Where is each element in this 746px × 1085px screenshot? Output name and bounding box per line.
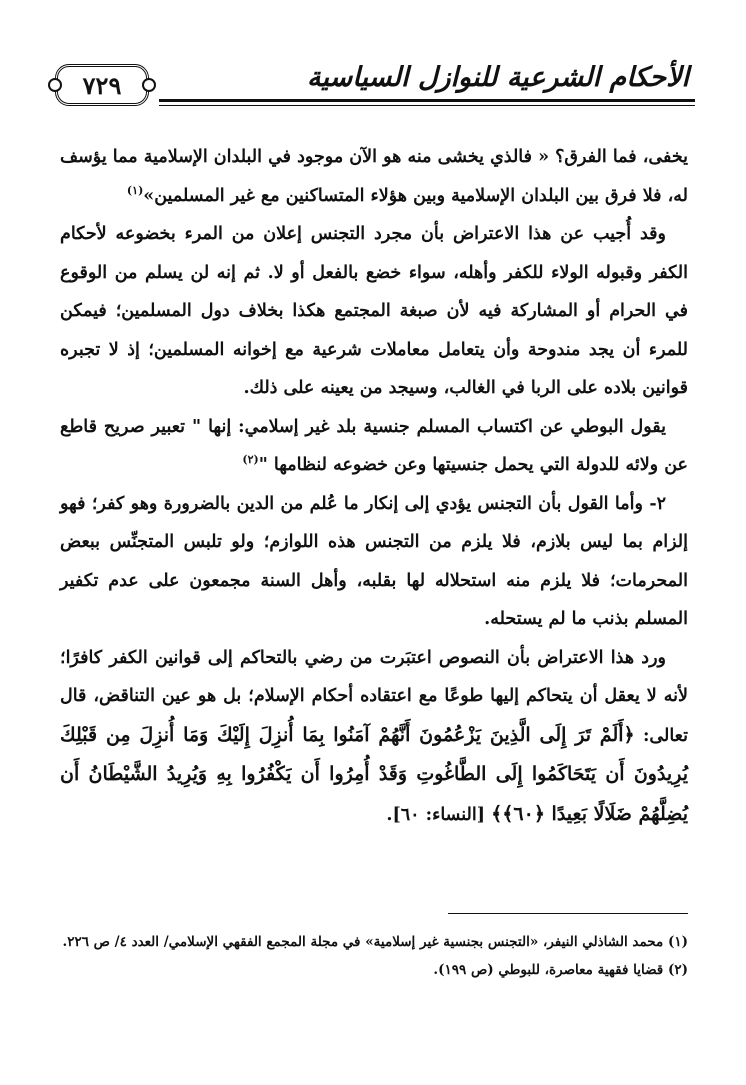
footnote-ref-2: (٢) [242, 453, 259, 467]
paragraph-2: وقد أُجيب عن هذا الاعتراض بأن مجرد التجنس إعلان من المرء بخضوعه لأحكام الكفر وقبوله الولاء للكفر وأهله، سواء خضع بالفعل أو لا. ثم إنه لن يسلم من الوقوع في الحرام أو المشاركة فيه لأن صبغة المجتمع هكذا بخلاف دول المسلمين؛ فيمكن للمرء أن يجد مندوحة وأن يتعامل معاملات شرعية مع إخوانه المسلمين؛ إذ لا تجبره قوانين بلاده على الربا في الغالب، وسيجد من يعينه على ذلك. [60, 224, 688, 398]
running-title: الأحكام الشرعية للنوازل السياسية [307, 62, 689, 93]
footnote-ref-1: (١) [126, 183, 144, 197]
paragraph-5 [60, 639, 688, 835]
paragraph-3-text: يقول البوطي عن اكتساب المسلم جنسية بلد غير إسلامي: إنها " تعبير صريح قاطع عن ولائه للدولة التي يحمل جنسيتها وعن خضوعه لنظامها " [60, 416, 688, 475]
page-number: ٧٢٩ [55, 64, 149, 106]
page-header [55, 58, 695, 110]
header-rule [159, 99, 695, 106]
quran-verse: ﴿أَلَمْ تَرَ إِلَى الَّذِينَ يَزْعُمُونَ أَنَّهُمْ آمَنُوا بِمَا أُنزِلَ إِلَيْكَ وَمَا أُنزِلَ مِن قَبْلِكَ يُرِيدُونَ أَن يَتَحَاكَمُوا إِلَى الطَّاغُوتِ وَقَدْ أُمِرُوا أَن يَكْفُرُوا بِهِ وَيُرِيدُ الشَّيْطَانُ أَن يُضِلَّهُمْ ضَلَالًا بَعِيدًا ﴿٦٠﴾﴾ [60, 723, 688, 825]
paragraph-5-text: ورد هذا الاعتراض بأن النصوص اعتبَرت من رضي بالتحاكم إلى قوانين الكفر كافرًا؛ لأنه لا يعقل أن يتحاكم إليها طوعًا مع اعتقاده أحكام الإسلام؛ بل هو عين التناقض، قال تعالى: [60, 647, 688, 746]
paragraph-1-text: يخفى، فما الفرق؟ « فالذي يخشى منه هو الآن موجود في البلدان الإسلامية مما يؤسف له، فلا فرق بين البلدان الإسلامية وبين هؤلاء المتساكنين مع غير المسلمين» [60, 147, 688, 206]
footnote-separator [448, 913, 688, 914]
footnote-2: (٢) قضايا فقهية معاصرة، للبوطي (ص ١٩٩). [433, 962, 688, 978]
footnotes [60, 928, 688, 984]
paragraph-1 [60, 138, 688, 215]
verse-reference: [النساء: ٦٠]. [386, 804, 486, 825]
paragraph-3 [60, 408, 688, 485]
body-text [60, 138, 688, 834]
paragraph-4: ٢- وأما القول بأن التجنس يؤدي إلى إنكار ما عُلم من الدين بالضرورة وهو كفر؛ فهو إلزام بما ليس بلازم، فلا يلزم من التجنس هذه اللوازم؛ ولو تلبس المتجنِّس ببعض المحرمات؛ فلا يلزم منه استحلاله لها بقلبه، وأهل السنة مجمعون على عدم تكفير المسلم بذنب ما لم يستحله. [60, 493, 688, 629]
footnote-1: (١) محمد الشاذلي النيفر، «التجنس بجنسية غير إسلامية» في مجلة المجمع الفقهي الإسلامي/ العدد ٤/ ص ٢٢٦. [62, 934, 688, 950]
